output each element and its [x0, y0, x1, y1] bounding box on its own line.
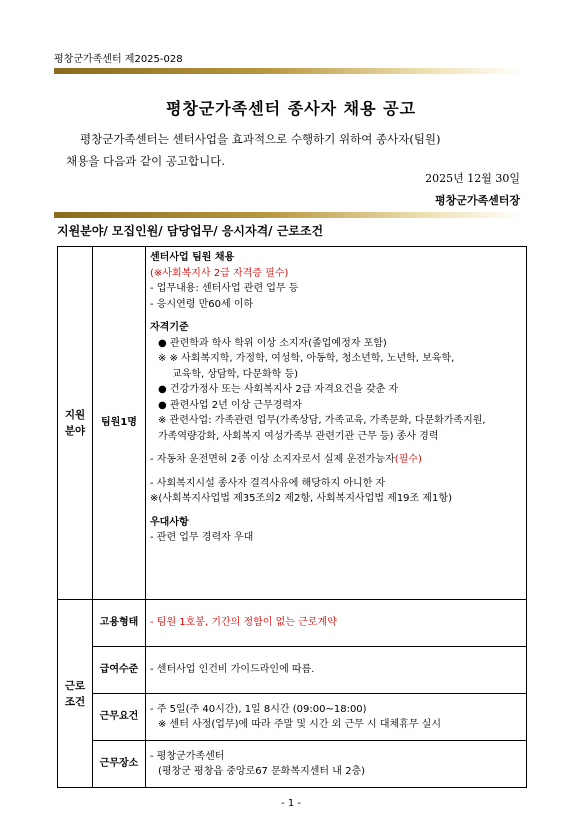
required-mark: (필수) — [394, 454, 422, 465]
page-number: - 1 - — [281, 798, 301, 809]
detail-line: 가족역량강화, 사회복지 여성가족부 관련기관 근무 등) 종사 경력 — [158, 430, 439, 442]
detail-line: - 사회복지시설 종사자 결격사유에 해당하지 아니한 자 — [150, 477, 386, 489]
detail-line: ● 관련사업 2년 이상 근무경력자 — [158, 399, 302, 411]
detail-line: ● 건강가정사 또는 사회복지사 2급 자격요건을 갖춘 자 — [158, 384, 399, 395]
work-terms-line-2: ※ 센터 사정(업무)에 따라 주말 및 시간 외 근무 시 대체휴무 실시 — [158, 719, 441, 730]
page-title: 평창군가족센터 종사자 채용 공고 — [165, 99, 417, 118]
work-terms-value — [146, 694, 527, 741]
table-row — [58, 247, 527, 600]
notice-date: 2025년 12월 30일 — [425, 172, 520, 185]
work-terms-line-1: - 주 5일(주 40시간), 1일 8시간 (09:00~18:00) — [150, 703, 367, 715]
detail-line: ● 관련학과 학사 학위 이상 소지자(졸업예정자 포함) — [158, 337, 387, 349]
signer: 평창군가족센터장 — [434, 194, 520, 207]
header-rule-bottom — [54, 212, 524, 218]
employment-type-label: 고용형태 — [93, 600, 146, 647]
table-row — [58, 600, 527, 647]
intro-line-1: 평창군가족센터는 센터사업을 효과적으로 수행하기 위하여 종사자(팀원) — [80, 132, 441, 146]
salary-label: 급여수준 — [93, 647, 146, 694]
conditions-label-cell — [58, 600, 93, 788]
detail-line: - 관련 업무 경력자 우대 — [150, 532, 254, 543]
employment-type-text: - 팀원 1호봉, 기간의 정함이 없는 근로계약 — [150, 617, 337, 629]
table-row — [58, 694, 527, 741]
section-title: 지원분야/ 모집인원/ 담당업무/ 응시자격/ 근로조건 — [57, 224, 324, 238]
apply-label-cell — [58, 247, 93, 600]
intro-line-2: 채용을 다음과 같이 공고합니다. — [66, 154, 226, 168]
apply-label-2: 분야 — [64, 425, 86, 437]
detail-line: 교육학, 상담학, 다문화학 등) — [172, 368, 299, 380]
position-cell: 팀원1명 — [93, 247, 146, 600]
recruit-table — [57, 246, 527, 788]
detail-line: ※(사회복지사업법 제35조의2 제2항, 사회복지사업법 제19조 제1항) — [150, 493, 452, 504]
detail-line: ※ ※ 사회복지학, 가정학, 여성학, 아동학, 청소년학, 노년학, 보육학, — [158, 353, 455, 364]
qualification-title: 자격기준 — [150, 322, 189, 333]
salary-value: - 센터사업 인건비 가이드라인에 따름. — [146, 647, 527, 694]
table-row — [58, 741, 527, 788]
detail-line: - 응시연령 만60세 이하 — [150, 298, 254, 310]
work-place-label: 근무장소 — [93, 741, 146, 788]
detail-line — [150, 452, 522, 468]
work-place-line-1: - 평창군가족센터 — [150, 750, 225, 762]
work-place-value — [146, 741, 527, 788]
preference-title: 우대사항 — [150, 516, 189, 528]
detail-line: ※ 관련사업: 가족관련 업무(가족상담, 가족교육, 가족문화, 다문화가족지원, — [158, 415, 486, 426]
doc-number: 평창군가족센터 제2025-028 — [54, 54, 183, 65]
header-rule-top — [54, 68, 524, 74]
detail-line: - 업무내용: 센터사업 관련 업무 등 — [150, 283, 299, 294]
intro-paragraph — [66, 128, 522, 172]
work-terms-label: 근무요건 — [93, 694, 146, 741]
apply-label-1: 지원 — [64, 409, 86, 421]
drive-text: - 자동차 운전면허 2종 이상 소지자로서 실제 운전가능자 — [150, 454, 395, 465]
work-place-line-2: (평창군 평창읍 중앙로67 문화복지센터 내 2층) — [158, 766, 366, 777]
table-row — [58, 647, 527, 694]
detail-line: 센터사업 팀원 채용 — [150, 252, 235, 263]
detail-line: (※사회복지사 2급 자격증 필수) — [150, 267, 289, 279]
apply-details-cell — [146, 247, 527, 600]
conditions-label-1: 근로 — [64, 679, 86, 692]
conditions-label-2: 조건 — [64, 695, 86, 708]
employment-type-value — [146, 600, 527, 647]
